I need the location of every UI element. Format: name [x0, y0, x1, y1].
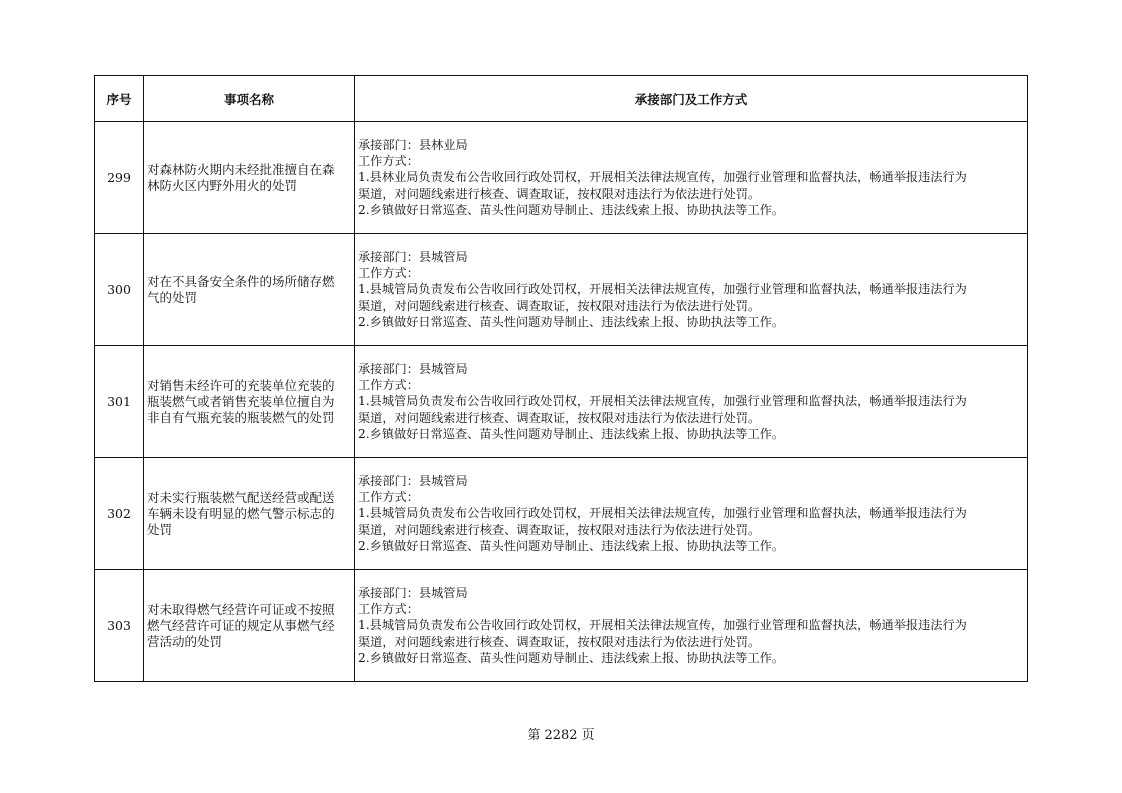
item-name-line: 林防火区内野外用火的处罚	[147, 177, 298, 193]
dept-method-line: 1.县林业局负责发布公告收回行政处罚权，开展相关法律法规宣传，加强行业管理和监督执法，畅通举报违法行为	[358, 170, 967, 185]
dept-method-cell	[355, 458, 1028, 570]
dept-method-line: 1.县城管局负责发布公告收回行政处罚权，开展相关法律法规宣传，加强行业管理和监督执法，畅通举报违法行为	[358, 394, 967, 409]
item-name-line: 对森林防火期内未经批准擅自在森	[147, 161, 335, 177]
item-name-cell	[144, 570, 355, 682]
row-number: 303	[95, 570, 144, 682]
row-number: 300	[95, 234, 144, 346]
item-name-cell	[144, 458, 355, 570]
table-row	[95, 458, 1028, 570]
dept-method-line: 工作方式：	[358, 154, 419, 169]
table-row	[95, 570, 1028, 682]
page-number: 第 2282 页	[527, 728, 595, 743]
row-number: 301	[95, 346, 144, 458]
dept-method-line: 承接部门：县城管局	[358, 362, 468, 376]
dept-method-line: 2.乡镇做好日常巡查、苗头性问题劝导制止、违法线索上报、协助执法等工作。	[358, 426, 785, 441]
dept-method-line: 承接部门：县城管局	[358, 250, 468, 264]
item-name-cell	[144, 346, 355, 458]
table-row	[95, 122, 1028, 234]
dept-method-line: 工作方式：	[358, 266, 419, 281]
dept-method-cell	[355, 570, 1028, 682]
item-name-cell	[144, 122, 355, 234]
item-name-cell	[144, 234, 355, 346]
dept-method-line: 承接部门：县林业局	[358, 138, 468, 152]
item-name-line: 处罚	[147, 521, 173, 537]
dept-method-cell	[355, 234, 1028, 346]
dept-method-line: 渠道，对问题线索进行核查、调查取证，按权限对违法行为依法进行处罚。	[358, 634, 761, 649]
dept-method-line: 1.县城管局负责发布公告收回行政处罚权，开展相关法律法规宣传，加强行业管理和监督执法，畅通举报违法行为	[358, 506, 967, 521]
header-dept: 承接部门及工作方式	[355, 76, 1028, 122]
dept-method-line: 工作方式：	[358, 378, 419, 393]
row-number: 299	[95, 122, 144, 234]
dept-method-line: 承接部门：县城管局	[358, 586, 468, 600]
item-name-line: 对未取得燃气经营许可证或不按照	[147, 601, 335, 617]
item-name-line: 营活动的处罚	[147, 633, 223, 649]
header-no: 序号	[95, 76, 144, 122]
table-row	[95, 346, 1028, 458]
header-name: 事项名称	[144, 76, 355, 122]
item-name-line: 对未实行瓶装燃气配送经营或配送	[147, 489, 335, 505]
dept-method-line: 承接部门：县城管局	[358, 474, 468, 488]
table-body	[95, 122, 1028, 682]
dept-method-line: 1.县城管局负责发布公告收回行政处罚权，开展相关法律法规宣传，加强行业管理和监督执法，畅通举报违法行为	[358, 282, 967, 297]
item-name-line: 对在不具备安全条件的场所储存燃	[147, 273, 335, 289]
dept-method-line: 工作方式：	[358, 602, 419, 617]
matters-table	[94, 75, 1028, 682]
dept-method-line: 渠道，对问题线索进行核查、调查取证，按权限对违法行为依法进行处罚。	[358, 186, 761, 201]
item-name-line: 燃气经营许可证的规定从事燃气经	[147, 617, 335, 633]
dept-method-cell	[355, 346, 1028, 458]
item-name-line: 非自有气瓶充装的瓶装燃气的处罚	[147, 409, 335, 425]
table-row	[95, 234, 1028, 346]
dept-method-line: 2.乡镇做好日常巡查、苗头性问题劝导制止、违法线索上报、协助执法等工作。	[358, 650, 785, 665]
table-header-row	[95, 76, 1028, 122]
item-name-line: 对销售未经许可的充装单位充装的	[147, 377, 335, 393]
dept-method-line: 2.乡镇做好日常巡查、苗头性问题劝导制止、违法线索上报、协助执法等工作。	[358, 202, 785, 217]
dept-method-line: 工作方式：	[358, 490, 419, 505]
dept-method-line: 2.乡镇做好日常巡查、苗头性问题劝导制止、违法线索上报、协助执法等工作。	[358, 538, 785, 553]
dept-method-cell	[355, 122, 1028, 234]
dept-method-line: 1.县城管局负责发布公告收回行政处罚权，开展相关法律法规宣传，加强行业管理和监督执法，畅通举报违法行为	[358, 618, 967, 633]
dept-method-line: 渠道，对问题线索进行核查、调查取证，按权限对违法行为依法进行处罚。	[358, 522, 761, 537]
dept-method-line: 渠道，对问题线索进行核查、调查取证，按权限对违法行为依法进行处罚。	[358, 410, 761, 425]
item-name-line: 气的处罚	[147, 289, 198, 305]
row-number: 302	[95, 458, 144, 570]
dept-method-line: 渠道，对问题线索进行核查、调查取证，按权限对违法行为依法进行处罚。	[358, 298, 761, 313]
item-name-line: 车辆未设有明显的燃气警示标志的	[147, 505, 335, 521]
item-name-line: 瓶装燃气或者销售充装单位擅自为	[147, 393, 335, 409]
dept-method-line: 2.乡镇做好日常巡查、苗头性问题劝导制止、违法线索上报、协助执法等工作。	[358, 314, 785, 329]
